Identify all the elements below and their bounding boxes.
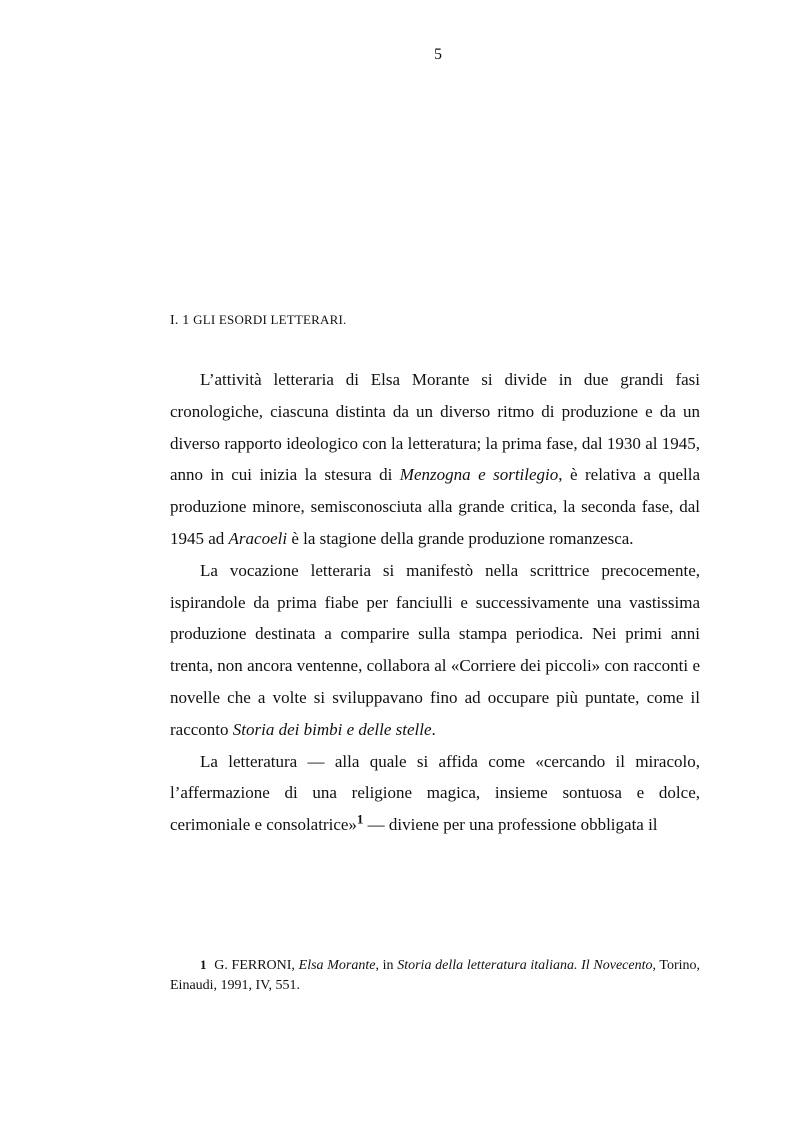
section-title: GLI ESORDI LETTERARI. xyxy=(193,312,347,327)
text-run: . xyxy=(431,719,436,739)
text-run: è la stagione della grande produzione romanzesca. xyxy=(287,528,634,548)
footnote-title: Elsa Morante xyxy=(298,958,376,973)
text-run: La vocazione letteraria si manifestò nella scrittrice precocemente, ispirandole da prima fiabe per fanciulli e successivamente una vastissima produzione destinata a comparire sulla stampa periodica. Nei primi anni trenta, non ancora ventenne, collabora al «Corriere dei piccoli» con racconti e novelle che a volte si sviluppavano fino ad occupare più puntate, come il racconto xyxy=(170,560,700,739)
footnote-text xyxy=(170,955,700,996)
work-title: Aracoeli xyxy=(228,528,288,548)
work-title: Menzogna e sortilegio xyxy=(399,465,559,485)
paragraph-2 xyxy=(170,555,700,746)
paragraph-3 xyxy=(170,746,700,841)
text-run: , in xyxy=(375,958,398,973)
text-run: , è relativa a quella produzione minore, semisconosciuta alla grande critica, la seconda fase, dal 1945 ad xyxy=(170,465,700,548)
work-title: Storia dei bimbi e delle stelle xyxy=(232,719,432,739)
section-heading xyxy=(170,312,347,329)
page-number: 5 xyxy=(434,46,442,63)
footnote-reference[interactable]: 1 xyxy=(356,811,364,827)
body-text xyxy=(170,364,700,841)
text-run: La letteratura — alla quale si affida come «cercando il miracolo, l’affermazione di una religione magica, insieme sontuosa e dolce, cerimoniale e consolatrice» xyxy=(170,751,700,835)
text-run: — diviene per una professione obbligata il xyxy=(363,815,658,835)
footnote-author-initial: G. xyxy=(214,958,228,973)
footnote-title: Storia della letteratura italiana. Il Novecento xyxy=(397,958,653,973)
footnote-number: 1 xyxy=(200,957,207,972)
section-number: I. 1 xyxy=(170,313,190,328)
footnote-author-surname: FERRONI, xyxy=(231,958,295,973)
footnote xyxy=(170,955,700,996)
paragraph-1 xyxy=(170,364,700,555)
text-run: , Torino, Einaudi, 1991, IV, 551. xyxy=(170,958,701,993)
text-run: L’attività letteraria di Elsa Morante si divide in due grandi fasi cronologiche, ciascuna distinta da un diverso ritmo di produzione e da un diverso rapporto ideologico con la letteratura; la prima fase, dal 1930 al 1945, anno in cui inizia la stesura di xyxy=(170,370,700,485)
